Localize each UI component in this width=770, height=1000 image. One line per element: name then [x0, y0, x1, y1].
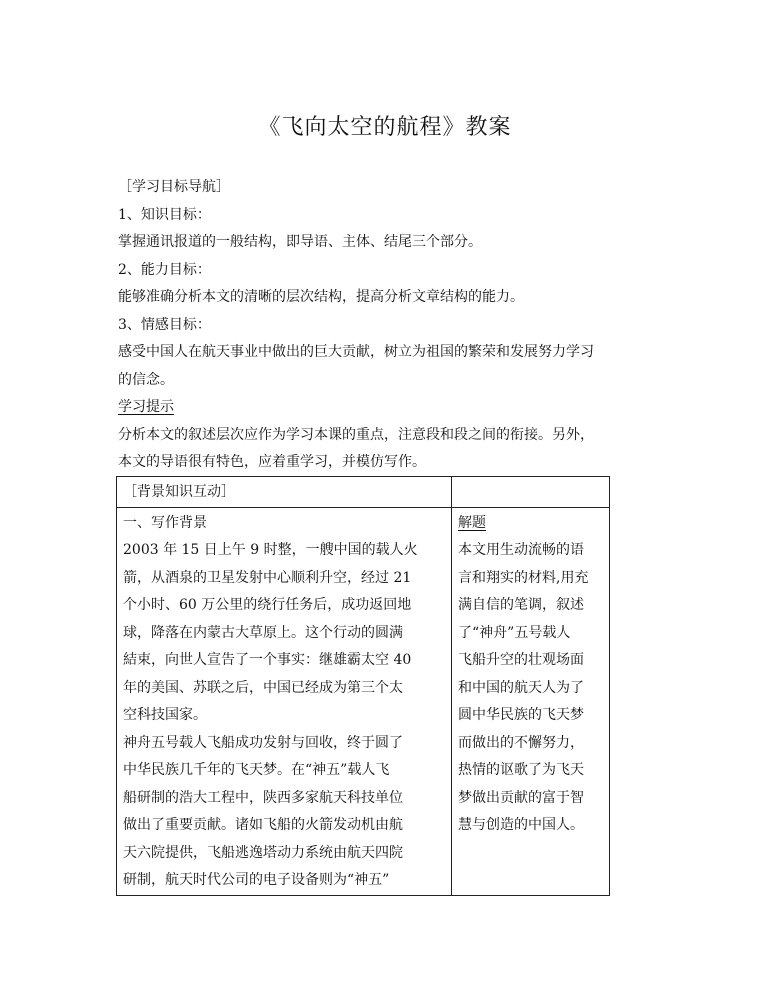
text-line: 言和翔实的材料,用充	[458, 569, 589, 586]
body-text	[118, 174, 658, 477]
ability-objective-label: 2、能力目标：	[118, 261, 211, 278]
text-line: 中华民族几千年的飞天梦。在“神五”载人飞	[123, 762, 390, 778]
text-line: 了“神舟”五号载人	[458, 624, 571, 641]
text-line: 飞船升空的壮观场面	[458, 652, 584, 668]
text-line: 研制，航天时代公司的电子设备则为“神五”	[123, 872, 390, 888]
tips-heading: 学习提示	[118, 399, 174, 415]
writing-background-text	[123, 537, 445, 895]
text-line: 神舟五号载人飞船成功发射与回收，终于圆了	[123, 734, 403, 751]
text-line: 圆中华民族的飞天梦	[458, 707, 584, 723]
text-line: 球，降落在内蒙古大草原上。这个行动的圆满	[123, 624, 403, 641]
text-line: 空科技国家。	[123, 707, 207, 723]
tips-text-2: 本文的导语很有特色，应着重学习，并模仿写作。	[118, 454, 426, 470]
table-header-right	[452, 477, 610, 508]
knowledge-objective-text: 掌握通讯报道的一般结构，即导语、主体、结尾三个部分。	[118, 234, 482, 250]
table-header-left: ［背景知识互动］	[117, 477, 452, 508]
emotion-objective-label: 3、情感目标：	[118, 316, 211, 333]
text-line: 結束，向世人宣告了一个事实：继雄霸太空 40	[123, 652, 412, 668]
text-line: 船研制的浩大工程中，陕西多家航天科技单位	[123, 789, 403, 806]
text-line: 做出了重要贡献。诸如飞船的火箭发动机由航	[123, 817, 403, 833]
text-line: 本文用生动流畅的语	[458, 542, 584, 558]
emotion-objective-text-2: 的信念。	[118, 371, 174, 388]
table-content-row	[117, 507, 610, 895]
text-line: 梦做出贡献的富于智	[458, 789, 584, 806]
knowledge-objective-label: 1、知识目标：	[118, 206, 211, 223]
text-line: 慧与创造的中国人。	[458, 817, 584, 833]
text-line: 而做出的不懈努力，	[458, 734, 584, 751]
section-heading-objectives: ［学习目标导航］	[118, 179, 230, 195]
background-table	[116, 476, 610, 896]
text-line: 箭，从酒泉的卫星发射中心顺利升空，经过 21	[123, 569, 412, 586]
text-line: 满自信的笔调，叙述	[458, 597, 584, 613]
tips-text-1: 分析本文的叙述层次应作为学习本课的重点，注意段和段之间的衔接。另外，	[118, 426, 594, 443]
text-line: 热情的讴歌了为飞天	[458, 762, 584, 778]
ability-objective-text: 能够准确分析本文的清晰的层次结构，提高分析文章结构的能力。	[118, 289, 524, 305]
table-header-row	[117, 477, 610, 508]
text-line: 和中国的航天人为了	[458, 679, 584, 696]
explanation-heading: 解题	[458, 514, 486, 531]
text-line: 个小时、60 万公里的绕行任务后，成功返回地	[123, 597, 412, 613]
text-line: 年的美国、苏联之后，中国已经成为第三个太	[123, 679, 403, 696]
page-title: 《飞向太空的航程》教案	[258, 115, 512, 140]
writing-background-heading: 一、写作背景	[123, 514, 207, 531]
text-line: 2003 年 15 日上午 9 时整，一艘中国的载人火	[123, 542, 418, 558]
emotion-objective-text-1: 感受中国人在航天事业中做出的巨大贡献，树立为祖国的繁荣和发展努力学习	[118, 344, 594, 360]
text-line: 天六院提供，飞船逃逸塔动力系统由航天四院	[123, 844, 403, 861]
background-cell	[117, 507, 452, 895]
explanation-cell	[452, 507, 610, 895]
explanation-text	[458, 537, 603, 840]
